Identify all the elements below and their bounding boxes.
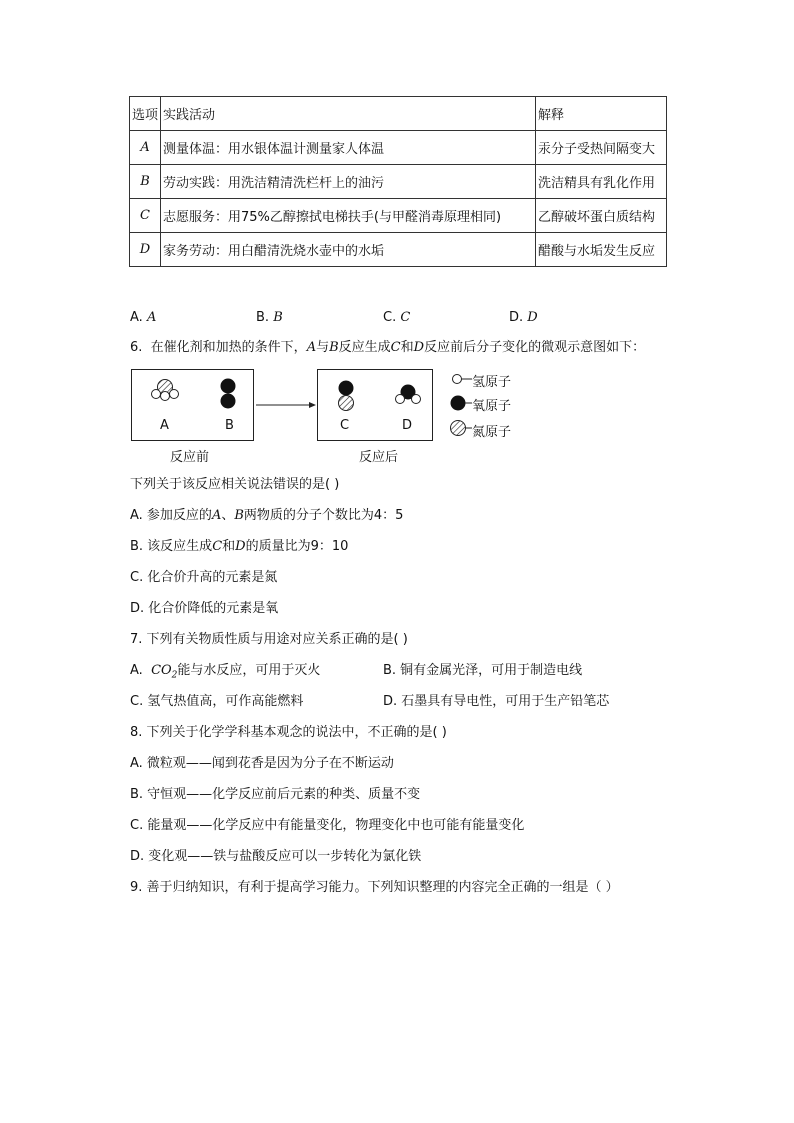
q7-stem: 7. 下列有关物质性质与用途对应关系正确的是( ) (130, 632, 408, 647)
row-activity: 家务劳动：用白醋清洗烧水壶中的水垢 (161, 233, 536, 267)
label-a: A (160, 418, 169, 433)
q5-choice-c[interactable]: C. C (383, 310, 411, 325)
nitrogen-atom-icon (451, 421, 473, 436)
row-activity: 志愿服务：用75%乙醇擦拭电梯扶手(与甲醛消毒原理相同) (161, 199, 536, 233)
caption-after: 反应后 (359, 450, 399, 465)
q5-choice-a[interactable]: A. A (130, 310, 157, 325)
reaction-arrow-icon (256, 402, 316, 408)
q9-stem: 9. 善于归纳知识，有利于提高学习能力。下列知识整理的内容完全正确的一组是（ ） (130, 880, 619, 895)
table-row (130, 131, 667, 165)
reaction-diagram-svg (125, 366, 455, 446)
row-option: D (130, 233, 161, 267)
q6-option-c[interactable]: C. 化合价升高的元素是氮 (130, 570, 278, 585)
legend-hydrogen: 氢原子 (472, 375, 512, 390)
row-option: C (130, 199, 161, 233)
table-row (130, 199, 667, 233)
q7-option-a[interactable]: A. $CO_2$能与水反应，可用于灭火 (130, 663, 321, 681)
q8-option-c[interactable]: C. 能量观——化学反应中有能量变化，物理变化中也可能有能量变化 (130, 818, 525, 833)
label-b: B (225, 418, 234, 433)
row-explain: 醋酸与水垢发生反应 (536, 233, 667, 267)
row-option: A (130, 131, 161, 165)
label-c: C (340, 418, 350, 433)
row-explain: 乙醇破坏蛋白质结构 (536, 199, 667, 233)
q5-choice-d[interactable]: D. D (509, 310, 538, 325)
row-activity: 劳动实践：用洗洁精清洗栏杆上的油污 (161, 165, 536, 199)
q8-stem: 8. 下列关于化学学科基本观念的说法中，不正确的是( ) (130, 725, 447, 740)
table-row (130, 233, 667, 267)
q6-stem: 6. 在催化剂和加热的条件下，A与B反应生成C和D反应前后分子变化的微观示意图如下： (130, 340, 646, 355)
legend-nitrogen: 氮原子 (472, 425, 512, 440)
q8-option-a[interactable]: A. 微粒观——闻到花香是因为分子在不断运动 (130, 756, 394, 771)
molecule-a-icon (152, 380, 179, 401)
row-explain: 洗洁精具有乳化作用 (536, 165, 667, 199)
oxygen-atom-icon (451, 396, 473, 411)
q7-option-c[interactable]: C. 氢气热值高，可作高能燃料 (130, 694, 304, 709)
options-table (129, 96, 667, 267)
q6-option-a[interactable]: A. 参加反应的A、B两物质的分子个数比为4：5 (130, 508, 404, 523)
table-header-row (130, 97, 667, 131)
row-explain: 汞分子受热间隔变大 (536, 131, 667, 165)
row-option: B (130, 165, 161, 199)
q5-choice-b[interactable]: B. B (256, 310, 283, 325)
row-activity: 测量体温：用水银体温计测量家人体温 (161, 131, 536, 165)
molecule-b-icon (221, 379, 236, 409)
header-option: 选项 (130, 97, 161, 131)
molecule-d-icon (396, 385, 421, 404)
label-d: D (402, 418, 413, 433)
q6-option-b[interactable]: B. 该反应生成C和D的质量比为9：10 (130, 539, 349, 554)
q6-option-d[interactable]: D. 化合价降低的元素是氧 (130, 601, 279, 616)
header-explain: 解释 (536, 97, 667, 131)
q8-option-d[interactable]: D. 变化观——铁与盐酸反应可以一步转化为氯化铁 (130, 849, 422, 864)
q8-option-b[interactable]: B. 守恒观——化学反应前后元素的种类、质量不变 (130, 787, 421, 802)
header-activity: 实践活动 (161, 97, 536, 131)
q7-option-d[interactable]: D. 石墨具有导电性，可用于生产铅笔芯 (383, 694, 610, 709)
caption-before: 反应前 (170, 450, 210, 465)
table-row (130, 165, 667, 199)
hydrogen-atom-icon (453, 375, 473, 384)
q7-option-b[interactable]: B. 铜有金属光泽，可用于制造电线 (383, 663, 583, 678)
molecule-c-icon (339, 381, 354, 411)
legend-oxygen: 氧原子 (472, 399, 512, 414)
q6-question: 下列关于该反应相关说法错误的是( ) (130, 477, 340, 492)
